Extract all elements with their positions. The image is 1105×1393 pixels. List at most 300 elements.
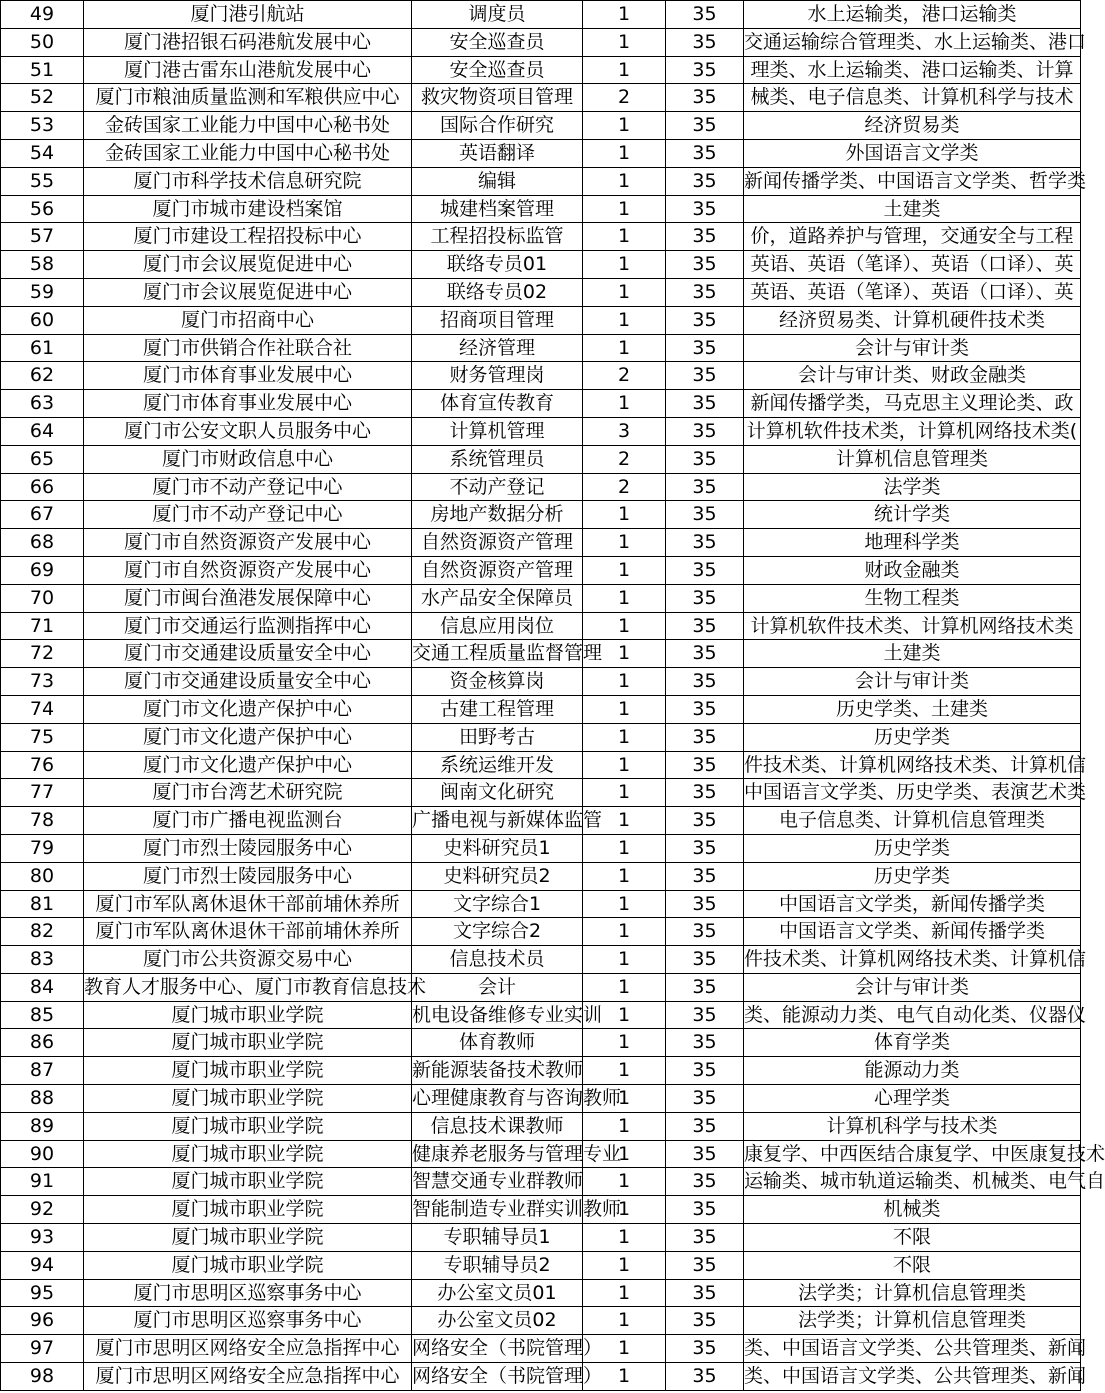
cell-age-limit: 35 (666, 1001, 744, 1029)
table-row (1, 1, 1081, 29)
cell-unit-name: 厦门市思明区网络安全应急指挥中心 (84, 1363, 412, 1391)
cell-position: 健康养老服务与管理专业 (412, 1140, 583, 1168)
cell-hire-count: 1 (583, 668, 666, 696)
cell-hire-count: 1 (583, 779, 666, 807)
cell-major-requirement: 计算机软件技术类，计算机网络技术类( (744, 417, 1081, 445)
cell-unit-name: 厦门市烈士陵园服务中心 (84, 862, 412, 890)
cell-position: 城建档案管理 (412, 195, 583, 223)
table-row (1, 612, 1081, 640)
cell-age-limit: 35 (666, 306, 744, 334)
cell-major-requirement: 运输类、城市轨道运输类、机械类、电气自 (744, 1168, 1081, 1196)
cell-major-requirement: 件技术类、计算机网络技术类、计算机信 (744, 751, 1081, 779)
cell-hire-count: 1 (583, 695, 666, 723)
cell-age-limit: 35 (666, 84, 744, 112)
cell-hire-count: 1 (583, 390, 666, 418)
cell-hire-count: 1 (583, 918, 666, 946)
table-row (1, 1168, 1081, 1196)
cell-row-number: 86 (1, 1029, 84, 1057)
cell-hire-count: 1 (583, 251, 666, 279)
cell-age-limit: 35 (666, 1168, 744, 1196)
cell-hire-count: 1 (583, 1363, 666, 1391)
cell-row-number: 68 (1, 529, 84, 557)
cell-position: 资金核算岗 (412, 668, 583, 696)
cell-position: 自然资源资产管理 (412, 556, 583, 584)
cell-hire-count: 1 (583, 56, 666, 84)
cell-position: 联络专员01 (412, 251, 583, 279)
cell-hire-count: 1 (583, 1029, 666, 1057)
cell-row-number: 53 (1, 112, 84, 140)
cell-hire-count: 1 (583, 834, 666, 862)
cell-position: 自然资源资产管理 (412, 529, 583, 557)
cell-age-limit: 35 (666, 1279, 744, 1307)
cell-age-limit: 35 (666, 1196, 744, 1224)
cell-unit-name: 厦门市交通运行监测指挥中心 (84, 612, 412, 640)
cell-age-limit: 35 (666, 473, 744, 501)
table-row (1, 112, 1081, 140)
cell-unit-name: 厦门市公共资源交易中心 (84, 946, 412, 974)
cell-position: 安全巡查员 (412, 28, 583, 56)
cell-unit-name: 厦门城市职业学院 (84, 1001, 412, 1029)
cell-position: 智慧交通专业群教师 (412, 1168, 583, 1196)
cell-hire-count: 1 (583, 278, 666, 306)
cell-major-requirement: 统计学类 (744, 501, 1081, 529)
cell-unit-name: 厦门市招商中心 (84, 306, 412, 334)
cell-hire-count: 1 (583, 1112, 666, 1140)
cell-major-requirement: 机械类 (744, 1196, 1081, 1224)
cell-row-number: 63 (1, 390, 84, 418)
cell-age-limit: 35 (666, 1029, 744, 1057)
table-row (1, 139, 1081, 167)
cell-hire-count: 1 (583, 556, 666, 584)
cell-major-requirement: 外国语言文学类 (744, 139, 1081, 167)
cell-position: 文字综合2 (412, 918, 583, 946)
cell-unit-name: 厦门市思明区网络安全应急指挥中心 (84, 1335, 412, 1363)
cell-position: 智能制造专业群实训教师 (412, 1196, 583, 1224)
cell-hire-count: 1 (583, 1279, 666, 1307)
cell-position: 田野考古 (412, 723, 583, 751)
cell-major-requirement: 类、中国语言文学类、公共管理类、新闻 (744, 1363, 1081, 1391)
cell-row-number: 83 (1, 946, 84, 974)
cell-age-limit: 35 (666, 1307, 744, 1335)
cell-position: 招商项目管理 (412, 306, 583, 334)
table-row (1, 1001, 1081, 1029)
table-row (1, 56, 1081, 84)
cell-row-number: 78 (1, 807, 84, 835)
cell-hire-count: 1 (583, 501, 666, 529)
cell-age-limit: 35 (666, 918, 744, 946)
cell-age-limit: 35 (666, 946, 744, 974)
cell-hire-count: 1 (583, 1, 666, 29)
cell-row-number: 50 (1, 28, 84, 56)
cell-major-requirement: 法学类；计算机信息管理类 (744, 1279, 1081, 1307)
cell-position: 安全巡查员 (412, 56, 583, 84)
cell-major-requirement: 理类、水上运输类、港口运输类、计算 (744, 56, 1081, 84)
cell-major-requirement: 地理科学类 (744, 529, 1081, 557)
cell-unit-name: 厦门市不动产登记中心 (84, 473, 412, 501)
cell-position: 网络安全（书院管理） (412, 1335, 583, 1363)
cell-position: 专职辅导员1 (412, 1224, 583, 1252)
cell-position: 编辑 (412, 167, 583, 195)
cell-unit-name: 厦门市交通建设质量安全中心 (84, 668, 412, 696)
cell-age-limit: 35 (666, 139, 744, 167)
cell-unit-name: 厦门市体育事业发展中心 (84, 362, 412, 390)
cell-hire-count: 1 (583, 1335, 666, 1363)
cell-row-number: 87 (1, 1057, 84, 1085)
cell-unit-name: 厦门市自然资源资产发展中心 (84, 556, 412, 584)
cell-row-number: 84 (1, 973, 84, 1001)
cell-unit-name: 厦门城市职业学院 (84, 1168, 412, 1196)
cell-major-requirement: 经济贸易类、计算机硬件技术类 (744, 306, 1081, 334)
table-row (1, 1224, 1081, 1252)
cell-age-limit: 35 (666, 1, 744, 29)
cell-unit-name: 厦门港古雷东山港航发展中心 (84, 56, 412, 84)
cell-hire-count: 1 (583, 1224, 666, 1252)
cell-major-requirement: 法学类 (744, 473, 1081, 501)
table-row (1, 779, 1081, 807)
cell-row-number: 70 (1, 584, 84, 612)
cell-row-number: 69 (1, 556, 84, 584)
cell-major-requirement: 类、中国语言文学类、公共管理类、新闻 (744, 1335, 1081, 1363)
cell-major-requirement: 英语、英语（笔译）、英语（口译）、英 (744, 278, 1081, 306)
cell-major-requirement: 计算机信息管理类 (744, 445, 1081, 473)
cell-unit-name: 教育人才服务中心、厦门市教育信息技术 (84, 973, 412, 1001)
cell-major-requirement: 经济贸易类 (744, 112, 1081, 140)
cell-age-limit: 35 (666, 362, 744, 390)
table-row (1, 417, 1081, 445)
cell-unit-name: 厦门市思明区巡察事务中心 (84, 1279, 412, 1307)
cell-age-limit: 35 (666, 1140, 744, 1168)
cell-position: 广播电视与新媒体监管 (412, 807, 583, 835)
cell-unit-name: 金砖国家工业能力中国中心秘书处 (84, 139, 412, 167)
table-row (1, 1307, 1081, 1335)
cell-row-number: 62 (1, 362, 84, 390)
table-row (1, 223, 1081, 251)
table-row (1, 834, 1081, 862)
cell-row-number: 56 (1, 195, 84, 223)
cell-row-number: 76 (1, 751, 84, 779)
cell-row-number: 51 (1, 56, 84, 84)
cell-major-requirement: 新闻传播学类、中国语言文学类、哲学类 (744, 167, 1081, 195)
cell-unit-name: 厦门市体育事业发展中心 (84, 390, 412, 418)
table-row (1, 1196, 1081, 1224)
cell-hire-count: 1 (583, 612, 666, 640)
cell-row-number: 89 (1, 1112, 84, 1140)
cell-major-requirement: 不限 (744, 1251, 1081, 1279)
cell-age-limit: 35 (666, 584, 744, 612)
cell-position: 计算机管理 (412, 417, 583, 445)
table-row (1, 167, 1081, 195)
cell-unit-name: 厦门市建设工程招投标中心 (84, 223, 412, 251)
cell-unit-name: 厦门城市职业学院 (84, 1140, 412, 1168)
cell-position: 系统管理员 (412, 445, 583, 473)
cell-row-number: 79 (1, 834, 84, 862)
cell-hire-count: 1 (583, 973, 666, 1001)
cell-position: 新能源装备技术教师 (412, 1057, 583, 1085)
cell-position: 办公室文员01 (412, 1279, 583, 1307)
cell-row-number: 64 (1, 417, 84, 445)
cell-major-requirement: 历史学类 (744, 723, 1081, 751)
cell-hire-count: 1 (583, 306, 666, 334)
cell-unit-name: 厦门城市职业学院 (84, 1196, 412, 1224)
cell-major-requirement: 土建类 (744, 195, 1081, 223)
table-row (1, 751, 1081, 779)
cell-hire-count: 1 (583, 1001, 666, 1029)
cell-row-number: 95 (1, 1279, 84, 1307)
cell-unit-name: 厦门港引航站 (84, 1, 412, 29)
table-row (1, 1279, 1081, 1307)
cell-age-limit: 35 (666, 1363, 744, 1391)
table-row (1, 251, 1081, 279)
cell-unit-name: 厦门市粮油质量监测和军粮供应中心 (84, 84, 412, 112)
cell-age-limit: 35 (666, 890, 744, 918)
cell-position: 国际合作研究 (412, 112, 583, 140)
table-row (1, 1363, 1081, 1391)
cell-age-limit: 35 (666, 973, 744, 1001)
cell-hire-count: 1 (583, 167, 666, 195)
cell-unit-name: 厦门市闽台渔港发展保障中心 (84, 584, 412, 612)
cell-position: 闽南文化研究 (412, 779, 583, 807)
cell-position: 文字综合1 (412, 890, 583, 918)
cell-unit-name: 厦门市供销合作社联合社 (84, 334, 412, 362)
cell-hire-count: 1 (583, 751, 666, 779)
cell-age-limit: 35 (666, 612, 744, 640)
cell-major-requirement: 计算机软件技术类、计算机网络技术类 (744, 612, 1081, 640)
cell-position: 经济管理 (412, 334, 583, 362)
cell-position: 体育宣传教育 (412, 390, 583, 418)
cell-position: 古建工程管理 (412, 695, 583, 723)
cell-hire-count: 1 (583, 890, 666, 918)
cell-unit-name: 厦门城市职业学院 (84, 1251, 412, 1279)
table-row (1, 1251, 1081, 1279)
cell-position: 联络专员02 (412, 278, 583, 306)
table-row (1, 973, 1081, 1001)
cell-major-requirement: 新闻传播学类，马克思主义理论类、政 (744, 390, 1081, 418)
cell-unit-name: 厦门城市职业学院 (84, 1224, 412, 1252)
table-row (1, 473, 1081, 501)
cell-major-requirement: 水上运输类，港口运输类 (744, 1, 1081, 29)
cell-row-number: 66 (1, 473, 84, 501)
cell-row-number: 98 (1, 1363, 84, 1391)
cell-row-number: 74 (1, 695, 84, 723)
cell-age-limit: 35 (666, 195, 744, 223)
cell-hire-count: 1 (583, 1196, 666, 1224)
cell-age-limit: 35 (666, 529, 744, 557)
cell-row-number: 93 (1, 1224, 84, 1252)
table-row (1, 390, 1081, 418)
cell-hire-count: 1 (583, 139, 666, 167)
cell-hire-count: 1 (583, 529, 666, 557)
cell-row-number: 77 (1, 779, 84, 807)
cell-position: 信息应用岗位 (412, 612, 583, 640)
cell-age-limit: 35 (666, 723, 744, 751)
cell-hire-count: 1 (583, 1057, 666, 1085)
cell-hire-count: 1 (583, 334, 666, 362)
cell-position: 调度员 (412, 1, 583, 29)
cell-age-limit: 35 (666, 112, 744, 140)
cell-major-requirement: 类、能源动力类、电气自动化类、仪器仪 (744, 1001, 1081, 1029)
cell-hire-count: 1 (583, 723, 666, 751)
cell-position: 体育教师 (412, 1029, 583, 1057)
cell-unit-name: 厦门市文化遗产保护中心 (84, 695, 412, 723)
cell-age-limit: 35 (666, 556, 744, 584)
cell-unit-name: 厦门市公安文职人员服务中心 (84, 417, 412, 445)
cell-age-limit: 35 (666, 223, 744, 251)
cell-age-limit: 35 (666, 28, 744, 56)
cell-hire-count: 1 (583, 1140, 666, 1168)
table-row (1, 1029, 1081, 1057)
cell-row-number: 55 (1, 167, 84, 195)
cell-unit-name: 厦门城市职业学院 (84, 1085, 412, 1113)
cell-hire-count: 1 (583, 28, 666, 56)
table-row (1, 584, 1081, 612)
cell-age-limit: 35 (666, 56, 744, 84)
cell-age-limit: 35 (666, 695, 744, 723)
cell-age-limit: 35 (666, 779, 744, 807)
cell-age-limit: 35 (666, 668, 744, 696)
cell-position: 不动产登记 (412, 473, 583, 501)
cell-unit-name: 厦门市不动产登记中心 (84, 501, 412, 529)
cell-major-requirement: 会计与审计类 (744, 334, 1081, 362)
cell-position: 会计 (412, 973, 583, 1001)
cell-row-number: 49 (1, 1, 84, 29)
cell-hire-count: 1 (583, 807, 666, 835)
cell-row-number: 73 (1, 668, 84, 696)
cell-age-limit: 35 (666, 1057, 744, 1085)
cell-age-limit: 35 (666, 1335, 744, 1363)
cell-age-limit: 35 (666, 251, 744, 279)
table-row (1, 445, 1081, 473)
table-row (1, 334, 1081, 362)
cell-major-requirement: 英语、英语（笔译）、英语（口译）、英 (744, 251, 1081, 279)
table-row (1, 28, 1081, 56)
cell-row-number: 94 (1, 1251, 84, 1279)
cell-position: 史料研究员2 (412, 862, 583, 890)
cell-hire-count: 2 (583, 84, 666, 112)
table-row (1, 695, 1081, 723)
cell-major-requirement: 历史学类、土建类 (744, 695, 1081, 723)
cell-hire-count: 1 (583, 1251, 666, 1279)
cell-major-requirement: 件技术类、计算机网络技术类、计算机信 (744, 946, 1081, 974)
cell-age-limit: 35 (666, 167, 744, 195)
cell-major-requirement: 历史学类 (744, 834, 1081, 862)
cell-major-requirement: 中国语言文学类、新闻传播学类 (744, 918, 1081, 946)
cell-age-limit: 35 (666, 807, 744, 835)
cell-major-requirement: 电子信息类、计算机信息管理类 (744, 807, 1081, 835)
cell-unit-name: 厦门市科学技术信息研究院 (84, 167, 412, 195)
cell-hire-count: 1 (583, 640, 666, 668)
cell-position: 心理健康教育与咨询教师 (412, 1085, 583, 1113)
table-row (1, 1112, 1081, 1140)
cell-unit-name: 厦门市会议展览促进中心 (84, 278, 412, 306)
cell-major-requirement: 土建类 (744, 640, 1081, 668)
table-row (1, 306, 1081, 334)
cell-position: 网络安全（书院管理） (412, 1363, 583, 1391)
cell-hire-count: 1 (583, 195, 666, 223)
cell-row-number: 59 (1, 278, 84, 306)
cell-unit-name: 厦门市思明区巡察事务中心 (84, 1307, 412, 1335)
cell-hire-count: 2 (583, 445, 666, 473)
cell-row-number: 97 (1, 1335, 84, 1363)
cell-major-requirement: 财政金融类 (744, 556, 1081, 584)
cell-unit-name: 厦门市台湾艺术研究院 (84, 779, 412, 807)
cell-age-limit: 35 (666, 417, 744, 445)
cell-hire-count: 1 (583, 584, 666, 612)
cell-major-requirement: 体育学类 (744, 1029, 1081, 1057)
cell-hire-count: 3 (583, 417, 666, 445)
cell-hire-count: 1 (583, 862, 666, 890)
cell-unit-name: 厦门市自然资源资产发展中心 (84, 529, 412, 557)
cell-age-limit: 35 (666, 334, 744, 362)
cell-position: 工程招投标监管 (412, 223, 583, 251)
cell-position: 专职辅导员2 (412, 1251, 583, 1279)
cell-position: 系统运维开发 (412, 751, 583, 779)
cell-major-requirement: 历史学类 (744, 862, 1081, 890)
cell-row-number: 88 (1, 1085, 84, 1113)
cell-unit-name: 厦门城市职业学院 (84, 1057, 412, 1085)
cell-row-number: 92 (1, 1196, 84, 1224)
cell-position: 信息技术员 (412, 946, 583, 974)
cell-row-number: 61 (1, 334, 84, 362)
cell-major-requirement: 能源动力类 (744, 1057, 1081, 1085)
cell-unit-name: 厦门市交通建设质量安全中心 (84, 640, 412, 668)
cell-age-limit: 35 (666, 1224, 744, 1252)
cell-position: 房地产数据分析 (412, 501, 583, 529)
cell-age-limit: 35 (666, 862, 744, 890)
table-row (1, 278, 1081, 306)
cell-major-requirement: 会计与审计类 (744, 973, 1081, 1001)
cell-hire-count: 1 (583, 946, 666, 974)
cell-position: 办公室文员02 (412, 1307, 583, 1335)
cell-row-number: 57 (1, 223, 84, 251)
cell-row-number: 85 (1, 1001, 84, 1029)
cell-major-requirement: 价，道路养护与管理，交通安全与工程 (744, 223, 1081, 251)
cell-unit-name: 厦门市广播电视监测台 (84, 807, 412, 835)
cell-position: 救灾物资项目管理 (412, 84, 583, 112)
cell-age-limit: 35 (666, 445, 744, 473)
table-row (1, 556, 1081, 584)
cell-row-number: 72 (1, 640, 84, 668)
table-row (1, 918, 1081, 946)
cell-hire-count: 1 (583, 1168, 666, 1196)
cell-position: 信息技术课教师 (412, 1112, 583, 1140)
cell-age-limit: 35 (666, 640, 744, 668)
table-row (1, 1057, 1081, 1085)
cell-unit-name: 厦门市军队离休退休干部前埔休养所 (84, 890, 412, 918)
cell-hire-count: 1 (583, 1307, 666, 1335)
table-row (1, 195, 1081, 223)
table-row (1, 529, 1081, 557)
cell-row-number: 80 (1, 862, 84, 890)
cell-row-number: 90 (1, 1140, 84, 1168)
cell-age-limit: 35 (666, 278, 744, 306)
cell-hire-count: 1 (583, 112, 666, 140)
cell-row-number: 54 (1, 139, 84, 167)
cell-row-number: 52 (1, 84, 84, 112)
cell-unit-name: 厦门市烈士陵园服务中心 (84, 834, 412, 862)
cell-age-limit: 35 (666, 834, 744, 862)
table-row (1, 84, 1081, 112)
cell-position: 史料研究员1 (412, 834, 583, 862)
cell-hire-count: 1 (583, 223, 666, 251)
cell-age-limit: 35 (666, 501, 744, 529)
cell-row-number: 71 (1, 612, 84, 640)
cell-unit-name: 厦门市财政信息中心 (84, 445, 412, 473)
cell-row-number: 58 (1, 251, 84, 279)
cell-row-number: 60 (1, 306, 84, 334)
cell-age-limit: 35 (666, 751, 744, 779)
cell-major-requirement: 会计与审计类、财政金融类 (744, 362, 1081, 390)
table-row (1, 946, 1081, 974)
